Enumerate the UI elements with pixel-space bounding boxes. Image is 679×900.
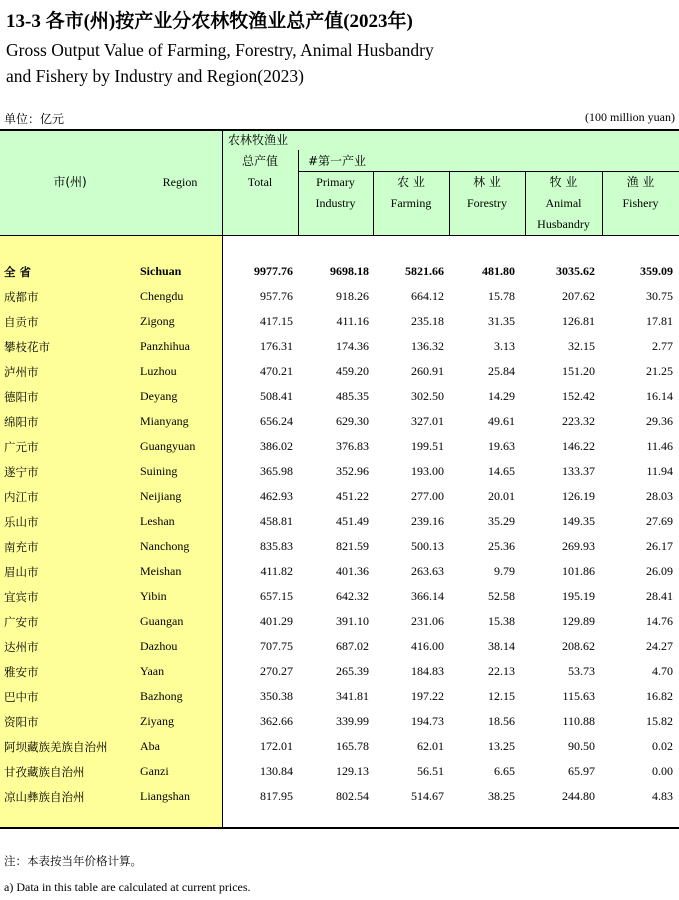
cell-farming: 5821.66 [405,264,444,278]
cell-forestry: 6.65 [494,764,515,778]
cell-primary: 376.83 [336,439,369,453]
cell-animal: 115.63 [562,689,595,703]
table-row [0,560,679,585]
cell-fishery: 29.36 [646,414,673,428]
cell-total: 386.02 [260,439,293,453]
region-name-en: Mianyang [140,414,189,428]
cell-primary: 265.39 [336,664,369,678]
header-farming-en: Farming [390,196,432,210]
region-name-en: Leshan [140,514,175,528]
cell-primary: 687.02 [336,639,369,653]
region-name-cn: 德阳市 [4,390,39,404]
cell-total: 707.75 [260,639,293,653]
cell-farming: 302.50 [411,389,444,403]
table-row [0,535,679,560]
cell-farming: 136.32 [411,339,444,353]
cell-forestry: 12.15 [488,689,515,703]
table-top-rule [0,129,679,131]
table-row [0,460,679,485]
cell-forestry: 3.13 [494,339,515,353]
region-name-cn: 内江市 [4,490,39,504]
cell-fishery: 359.09 [640,264,673,278]
cell-farming: 260.91 [411,364,444,378]
region-name-cn: 巴中市 [4,690,39,704]
cell-fishery: 11.94 [646,464,673,478]
cell-primary: 401.36 [336,564,369,578]
cell-forestry: 20.01 [488,489,515,503]
header-primary-en-1: Primary [316,175,355,189]
cell-animal: 110.88 [562,714,595,728]
cell-total: 172.01 [260,739,293,753]
header-total-cn-1: 农林牧渔业 [228,133,289,147]
cell-animal: 129.89 [562,614,595,628]
table-row [0,310,679,335]
cell-fishery: 28.41 [646,589,673,603]
table-title-cn: 13-3 各市(州)按产业分农林牧渔业总产值(2023年) [6,11,413,32]
cell-primary: 451.22 [336,489,369,503]
header-total-en: Total [247,175,273,189]
region-name-en: Aba [140,739,160,753]
cell-animal: 195.19 [562,589,595,603]
region-name-en: Guangyuan [140,439,196,453]
cell-animal: 32.15 [568,339,595,353]
cell-forestry: 481.80 [482,264,515,278]
cell-total: 270.27 [260,664,293,678]
cell-fishery: 16.14 [646,389,673,403]
cell-animal: 90.50 [568,739,595,753]
table-row [0,685,679,710]
cell-total: 362.66 [260,714,293,728]
cell-primary: 802.54 [336,789,369,803]
cell-primary: 451.49 [336,514,369,528]
data-table [0,129,679,829]
cell-forestry: 31.35 [488,314,515,328]
cell-primary: 341.81 [336,689,369,703]
cell-fishery: 14.76 [646,614,673,628]
cell-farming: 239.16 [411,514,444,528]
cell-total: 401.29 [260,614,293,628]
region-name-cn: 甘孜藏族自治州 [4,765,85,779]
header-farming-cn: 农 业 [397,175,425,189]
cell-forestry: 19.63 [488,439,515,453]
region-name-cn: 资阳市 [4,715,39,729]
region-name-en: Panzhihua [140,339,190,353]
cell-primary: 459.20 [336,364,369,378]
region-name-en: Liangshan [140,789,190,803]
region-name-cn: 凉山彝族自治州 [4,790,85,804]
region-name-en: Deyang [140,389,178,403]
cell-total: 462.93 [260,489,293,503]
cell-forestry: 18.56 [488,714,515,728]
cell-fishery: 2.77 [652,339,673,353]
cell-farming: 416.00 [411,639,444,653]
cell-fishery: 15.82 [646,714,673,728]
cell-animal: 151.20 [562,364,595,378]
cell-total: 411.82 [260,564,293,578]
cell-primary: 821.59 [336,539,369,553]
cell-primary: 629.30 [336,414,369,428]
cell-total: 176.31 [260,339,293,353]
cell-animal: 208.62 [562,639,595,653]
table-row [0,635,679,660]
cell-total: 656.24 [260,414,293,428]
cell-fishery: 0.00 [652,764,673,778]
region-name-cn: 绵阳市 [4,415,39,429]
region-name-cn: 宜宾市 [4,590,39,604]
region-name-en: Guangan [140,614,184,628]
region-name-cn: 泸州市 [4,365,39,379]
header-total-cn-2: 总产值 [241,154,278,168]
cell-farming: 514.67 [411,789,444,803]
region-name-cn: 达州市 [4,640,39,654]
cell-animal: 223.32 [562,414,595,428]
region-name-en: Luzhou [140,364,177,378]
cell-total: 458.81 [260,514,293,528]
unit-label-cn: 单位：亿元 [4,112,65,126]
cell-fishery: 30.75 [646,289,673,303]
header-primary-en-2: Industry [315,196,356,210]
footnote-cn: 注：本表按当年价格计算。 [4,854,142,868]
region-name-en: Chengdu [140,289,184,303]
cell-forestry: 22.13 [488,664,515,678]
cell-forestry: 49.61 [488,414,515,428]
header-fishery-cn: 渔 业 [626,175,655,189]
cell-animal: 269.93 [562,539,595,553]
table-body [0,260,679,810]
cell-forestry: 14.29 [488,389,515,403]
table-row [0,760,679,785]
region-name-en: Suining [140,464,178,478]
cell-fishery: 26.09 [646,564,673,578]
cell-total: 9977.76 [254,264,293,278]
cell-fishery: 24.27 [646,639,673,653]
cell-forestry: 13.25 [488,739,515,753]
cell-farming: 231.06 [411,614,444,628]
table-row [0,410,679,435]
header-fishery-en: Fishery [622,196,659,210]
cell-animal: 126.19 [562,489,595,503]
cell-fishery: 4.83 [652,789,673,803]
table-row [0,610,679,635]
cell-fishery: 16.82 [646,689,673,703]
cell-farming: 193.00 [411,464,444,478]
region-name-cn: 广元市 [4,440,39,454]
table-row [0,585,679,610]
header-animal-en-1: Animal [545,196,582,210]
cell-primary: 9698.18 [330,264,369,278]
cell-farming: 62.01 [417,739,444,753]
cell-primary: 485.35 [336,389,369,403]
header-forestry-cn: 林 业 [473,175,501,189]
cell-primary: 642.32 [336,589,369,603]
table-row [0,435,679,460]
cell-fishery: 27.69 [646,514,673,528]
region-name-en: Ziyang [140,714,174,728]
table-title-en [6,37,434,89]
table-row [0,385,679,410]
cell-total: 130.84 [260,764,293,778]
cell-animal: 126.81 [562,314,595,328]
cell-farming: 277.00 [411,489,444,503]
table-row [0,785,679,810]
cell-farming: 197.22 [411,689,444,703]
region-name-cn: 阿坝藏族羌族自治州 [4,740,108,754]
header-bottom-rule [0,235,679,236]
cell-fishery: 17.81 [646,314,673,328]
cell-forestry: 15.78 [488,289,515,303]
region-name-cn: 攀枝花市 [4,340,50,354]
cell-farming: 235.18 [411,314,444,328]
cell-total: 350.38 [260,689,293,703]
cell-forestry: 38.14 [488,639,515,653]
cell-farming: 56.51 [417,764,444,778]
cell-farming: 500.13 [411,539,444,553]
cell-farming: 263.63 [411,564,444,578]
region-name-en: Meishan [140,564,182,578]
cell-animal: 152.42 [562,389,595,403]
table-row [0,360,679,385]
header-region-cn: 市(州) [53,175,87,189]
cell-fishery: 4.70 [652,664,673,678]
region-name-cn: 成都市 [4,290,39,304]
region-name-cn: 全 省 [4,265,32,279]
header-region-en: Region [162,175,198,189]
header-animal-en-2: Husbandry [537,217,590,231]
unit-label-en: (100 million yuan) [585,110,675,124]
cell-animal: 133.37 [562,464,595,478]
cell-total: 657.15 [260,589,293,603]
region-name-cn: 雅安市 [4,665,39,679]
cell-total: 957.76 [260,289,293,303]
table-title-en-line2: and Fishery by Industry and Region(2023) [6,66,304,86]
cell-forestry: 25.36 [488,539,515,553]
header-forestry-en: Forestry [467,196,507,210]
cell-primary: 352.96 [336,464,369,478]
table-row [0,335,679,360]
cell-primary: 411.16 [336,314,369,328]
cell-animal: 65.97 [568,764,595,778]
region-name-cn: 广安市 [4,615,39,629]
cell-animal: 3035.62 [556,264,595,278]
region-name-en: Neijiang [140,489,182,503]
cell-primary: 174.36 [336,339,369,353]
table-row [0,660,679,685]
region-name-en: Nanchong [140,539,190,553]
region-name-en: Ganzi [140,764,169,778]
cell-fishery: 11.46 [646,439,673,453]
cell-animal: 53.73 [568,664,595,678]
cell-farming: 366.14 [411,589,444,603]
cell-farming: 184.83 [411,664,444,678]
cell-primary: 165.78 [336,739,369,753]
cell-animal: 149.35 [562,514,595,528]
table-row [0,285,679,310]
region-name-en: Zigong [140,314,175,328]
table-row [0,510,679,535]
region-name-en: Yibin [140,589,167,603]
table-bottom-rule [0,827,679,829]
cell-total: 835.83 [260,539,293,553]
cell-farming: 327.01 [411,414,444,428]
cell-total: 470.21 [260,364,293,378]
cell-total: 365.98 [260,464,293,478]
cell-fishery: 26.17 [646,539,673,553]
region-name-en: Bazhong [140,689,183,703]
cell-forestry: 25.84 [488,364,515,378]
cell-total: 417.15 [260,314,293,328]
cell-primary: 391.10 [336,614,369,628]
cell-primary: 339.99 [336,714,369,728]
region-name-cn: 南充市 [4,540,39,554]
cell-forestry: 52.58 [488,589,515,603]
table-row [0,485,679,510]
cell-forestry: 38.25 [488,789,515,803]
cell-forestry: 9.79 [494,564,515,578]
region-name-cn: 自贡市 [4,315,39,329]
table-row-province-total [0,260,679,285]
region-name-cn: 眉山市 [4,565,39,579]
cell-animal: 146.22 [562,439,595,453]
header-animal-cn: 牧 业 [549,175,578,189]
footnote-en: a) Data in this table are calculated at current prices. [4,880,251,894]
cell-primary: 918.26 [336,289,369,303]
cell-forestry: 14.65 [488,464,515,478]
cell-fishery: 21.25 [646,364,673,378]
region-name-cn: 遂宁市 [4,465,39,479]
cell-total: 817.95 [260,789,293,803]
cell-animal: 101.86 [562,564,595,578]
cell-total: 508.41 [260,389,293,403]
table-title-en-line1: Gross Output Value of Farming, Forestry, Animal Husbandry [6,40,434,60]
region-name-cn: 乐山市 [4,515,39,529]
cell-forestry: 15.38 [488,614,515,628]
region-name-en: Sichuan [140,264,182,278]
cell-animal: 207.62 [562,289,595,303]
header-primary-cn: #第一产业 [308,154,367,168]
cell-animal: 244.80 [562,789,595,803]
cell-farming: 664.12 [411,289,444,303]
region-name-en: Yaan [140,664,165,678]
cell-fishery: 0.02 [652,739,673,753]
cell-farming: 194.73 [411,714,444,728]
cell-primary: 129.13 [336,764,369,778]
table-row [0,710,679,735]
cell-farming: 199.51 [411,439,444,453]
table-row [0,735,679,760]
cell-fishery: 28.03 [646,489,673,503]
cell-forestry: 35.29 [488,514,515,528]
region-name-en: Dazhou [140,639,178,653]
